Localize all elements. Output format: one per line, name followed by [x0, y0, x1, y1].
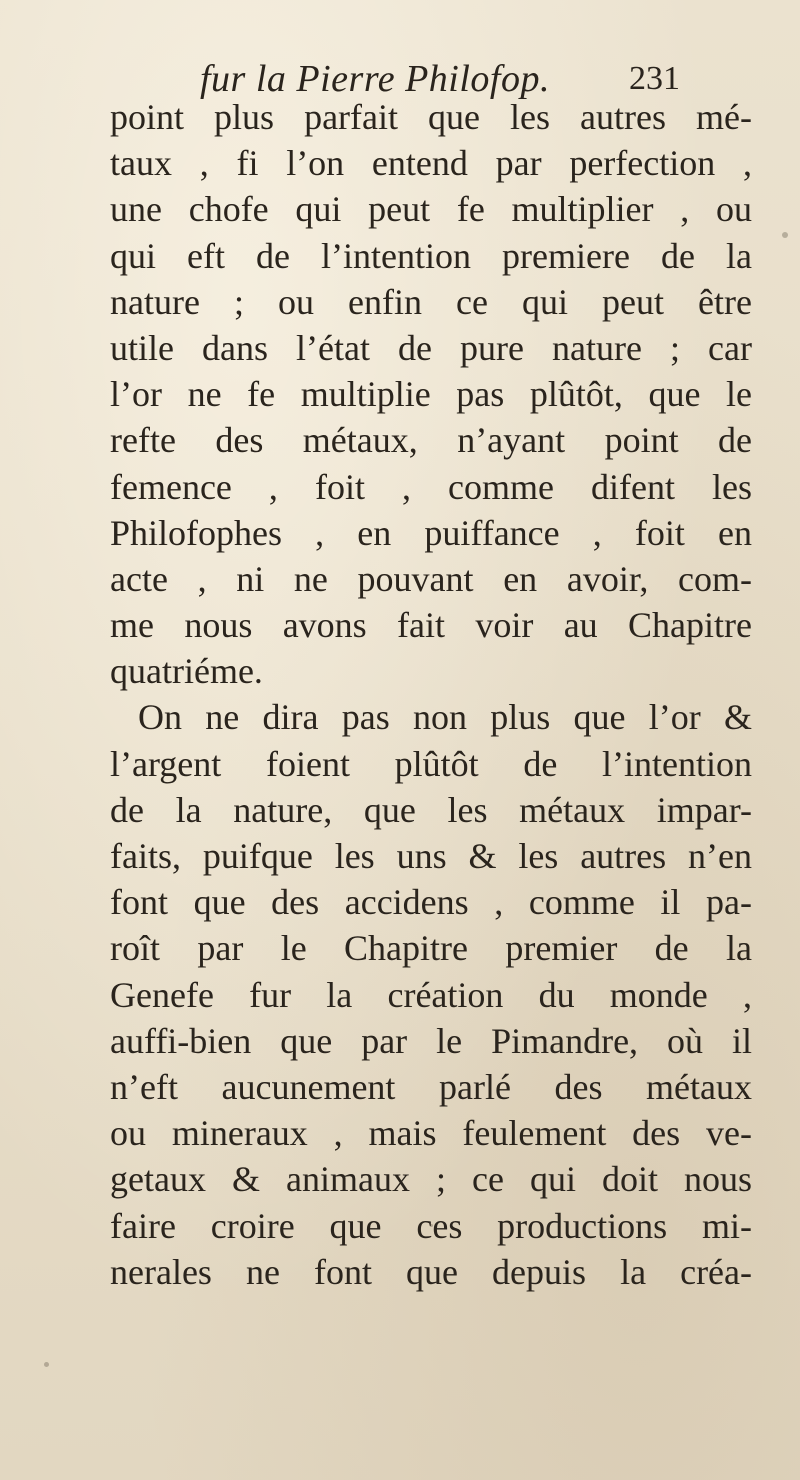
- text-line: femence , foit , comme difent les: [110, 466, 752, 507]
- text-line: font que des accidens , comme il pa-: [110, 882, 752, 923]
- text-line: n’eft aucunement parlé des métaux: [110, 1066, 752, 1107]
- text-line: de la nature, que les métaux impar-: [110, 789, 752, 830]
- text-line: point plus parfait que les autres mé-: [110, 97, 752, 137]
- text-line: nerales ne font que depuis la créa-: [110, 1251, 752, 1292]
- text-line: l’argent foient plûtôt de l’intention: [110, 743, 752, 784]
- paper-speck: [782, 232, 788, 238]
- text-line: auffi-bien que par le Pimandre, où il: [110, 1020, 752, 1061]
- text-line: roît par le Chapitre premier de la: [110, 928, 752, 969]
- text-line: taux , fi l’on entend par perfection ,: [110, 143, 752, 184]
- text-line: qui eft de l’intention premiere de la: [110, 235, 752, 276]
- text-line: ou mineraux , mais feulement des ve-: [110, 1113, 752, 1154]
- paper-speck: [44, 1362, 49, 1367]
- page-number: 231: [629, 60, 680, 97]
- text-line: Genefe fur la création du monde ,: [110, 974, 752, 1015]
- text-line: me nous avons fait voir au Chapitre: [110, 605, 752, 646]
- text-line: Philofophes , en puiffance , foit en: [110, 512, 752, 553]
- text-line: acte , ni ne pouvant en avoir, com-: [110, 558, 752, 599]
- text-line: l’or ne fe multiplie pas plûtôt, que le: [110, 374, 752, 415]
- text-line: getaux & animaux ; ce qui doit nous: [110, 1159, 752, 1200]
- text-line: On ne dira pas non plus que l’or &: [138, 697, 752, 738]
- text-line: faire croire que ces productions mi-: [110, 1205, 752, 1246]
- paper-speck: [430, 1224, 433, 1227]
- text-line: faits, puifque les uns & les autres n’en: [110, 836, 752, 876]
- running-title: fur la Pierre Philofop.: [200, 58, 550, 100]
- text-line: quatriéme.: [110, 651, 263, 692]
- text-line: une chofe qui peut fe multiplier , ou: [110, 189, 752, 230]
- text-line: nature ; ou enfin ce qui peut être: [110, 281, 752, 322]
- text-line: utile dans l’état de pure nature ; car: [110, 327, 752, 368]
- body-text: [110, 94, 752, 1295]
- text-line: refte des métaux, n’ayant point de: [110, 420, 752, 461]
